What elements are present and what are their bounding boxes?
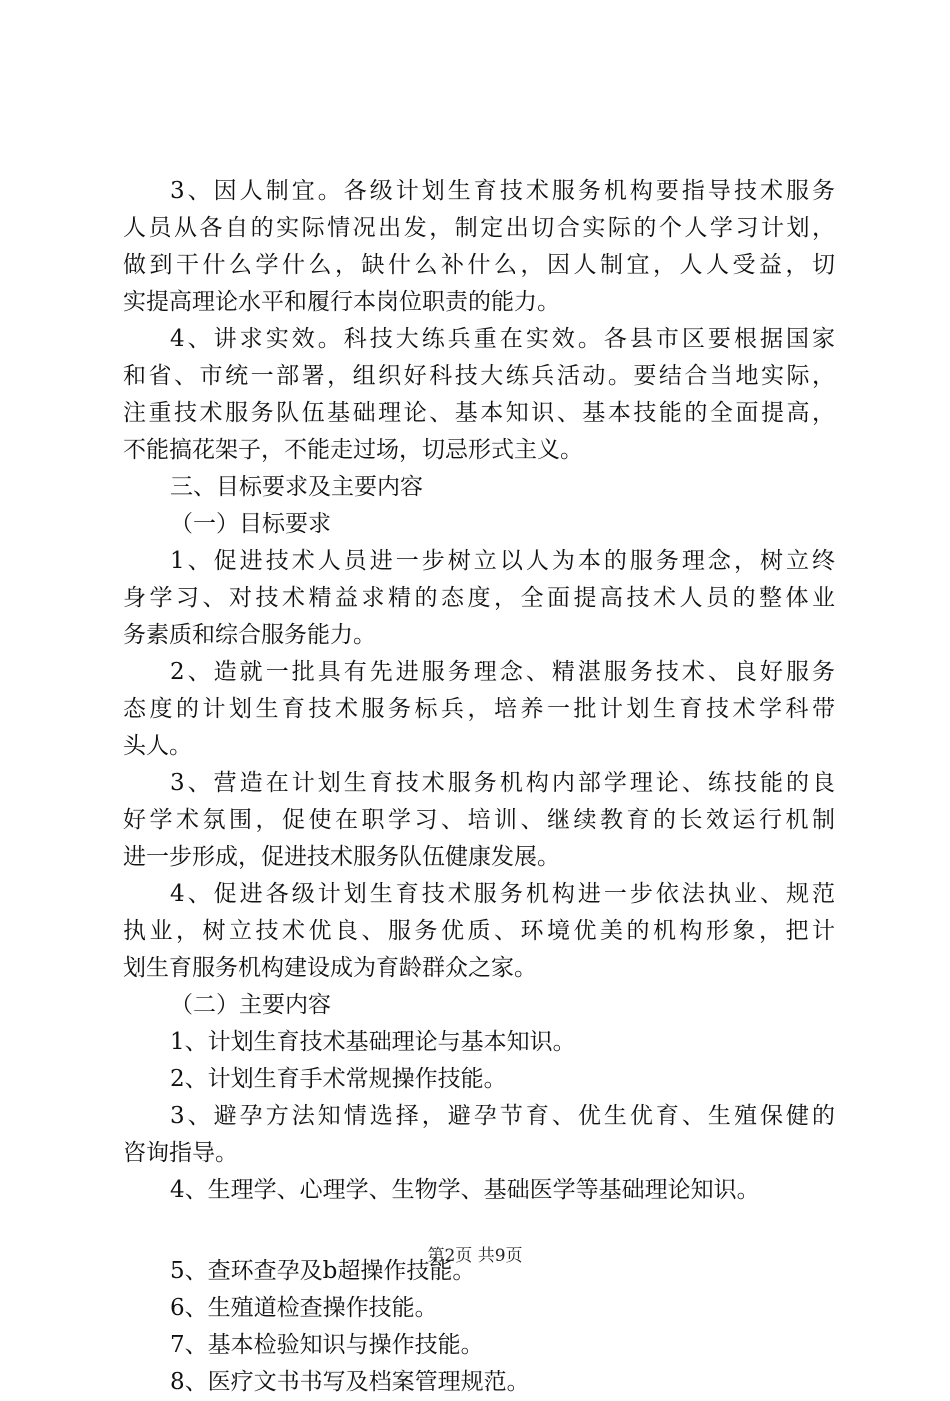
paragraph-line: 和省、市统一部署，组织好科技大练兵活动。要结合当地实际， [123, 363, 835, 389]
subsection-heading: （一）目标要求 [170, 511, 331, 537]
paragraph-line: 进一步形成，促进技术服务队伍健康发展。 [123, 844, 560, 870]
paragraph-line: 不能搞花架子，不能走过场，切忌形式主义。 [123, 437, 583, 463]
paragraph-line: 态度的计划生育技术服务标兵，培养一批计划生育技术学科带 [123, 696, 835, 722]
paragraph-line: 实提高理论水平和履行本岗位职责的能力。 [123, 289, 560, 315]
subsection-heading: （二）主要内容 [170, 992, 331, 1018]
list-item: 5、查环查孕及b超操作技能。 [170, 1258, 476, 1284]
document-body [123, 173, 835, 1401]
paragraph-line: 好学术氛围，促使在职学习、培训、继续教育的长效运行机制 [123, 807, 835, 833]
page-number-footer: 第2页 共9页 [427, 1246, 523, 1266]
paragraph-line: 4、讲求实效。科技大练兵重在实效。各县市区要根据国家 [170, 326, 835, 352]
list-item: 3、避孕方法知情选择，避孕节育、优生优育、生殖保健的 [170, 1103, 835, 1129]
list-item: 6、生殖道检查操作技能。 [170, 1295, 438, 1321]
paragraph-line: 3、因人制宜。各级计划生育技术服务机构要指导技术服务 [170, 178, 835, 204]
section-heading: 三、目标要求及主要内容 [170, 474, 423, 500]
list-item: 1、计划生育技术基础理论与基本知识。 [170, 1029, 576, 1055]
list-item: 7、基本检验知识与操作技能。 [170, 1332, 484, 1358]
paragraph-line: 1、促进技术人员进一步树立以人为本的服务理念，树立终 [170, 548, 835, 574]
paragraph-line: 人员从各自的实际情况出发，制定出切合实际的个人学习计划， [123, 215, 835, 241]
list-item-continuation: 咨询指导。 [123, 1140, 238, 1166]
paragraph-line: 3、营造在计划生育技术服务机构内部学理论、练技能的良 [170, 770, 835, 796]
paragraph-line: 4、促进各级计划生育技术服务机构进一步依法执业、规范 [170, 881, 835, 907]
list-item: 2、计划生育手术常规操作技能。 [170, 1066, 507, 1092]
paragraph-line: 注重技术服务队伍基础理论、基本知识、基本技能的全面提高， [123, 400, 835, 426]
paragraph-line: 头人。 [123, 733, 192, 759]
paragraph-line: 身学习、对技术精益求精的态度，全面提高技术人员的整体业 [123, 585, 835, 611]
list-item: 4、生理学、心理学、生物学、基础医学等基础理论知识。 [170, 1177, 760, 1203]
paragraph-line: 划生育服务机构建设成为育龄群众之家。 [123, 955, 537, 981]
list-item: 8、医疗文书书写及档案管理规范。 [170, 1369, 530, 1395]
paragraph-line: 做到干什么学什么，缺什么补什么，因人制宜，人人受益，切 [123, 252, 835, 278]
paragraph-line: 务素质和综合服务能力。 [123, 622, 376, 648]
paragraph-line: 2、造就一批具有先进服务理念、精湛服务技术、良好服务 [170, 659, 835, 685]
paragraph-line: 执业，树立技术优良、服务优质、环境优美的机构形象，把计 [123, 918, 835, 944]
